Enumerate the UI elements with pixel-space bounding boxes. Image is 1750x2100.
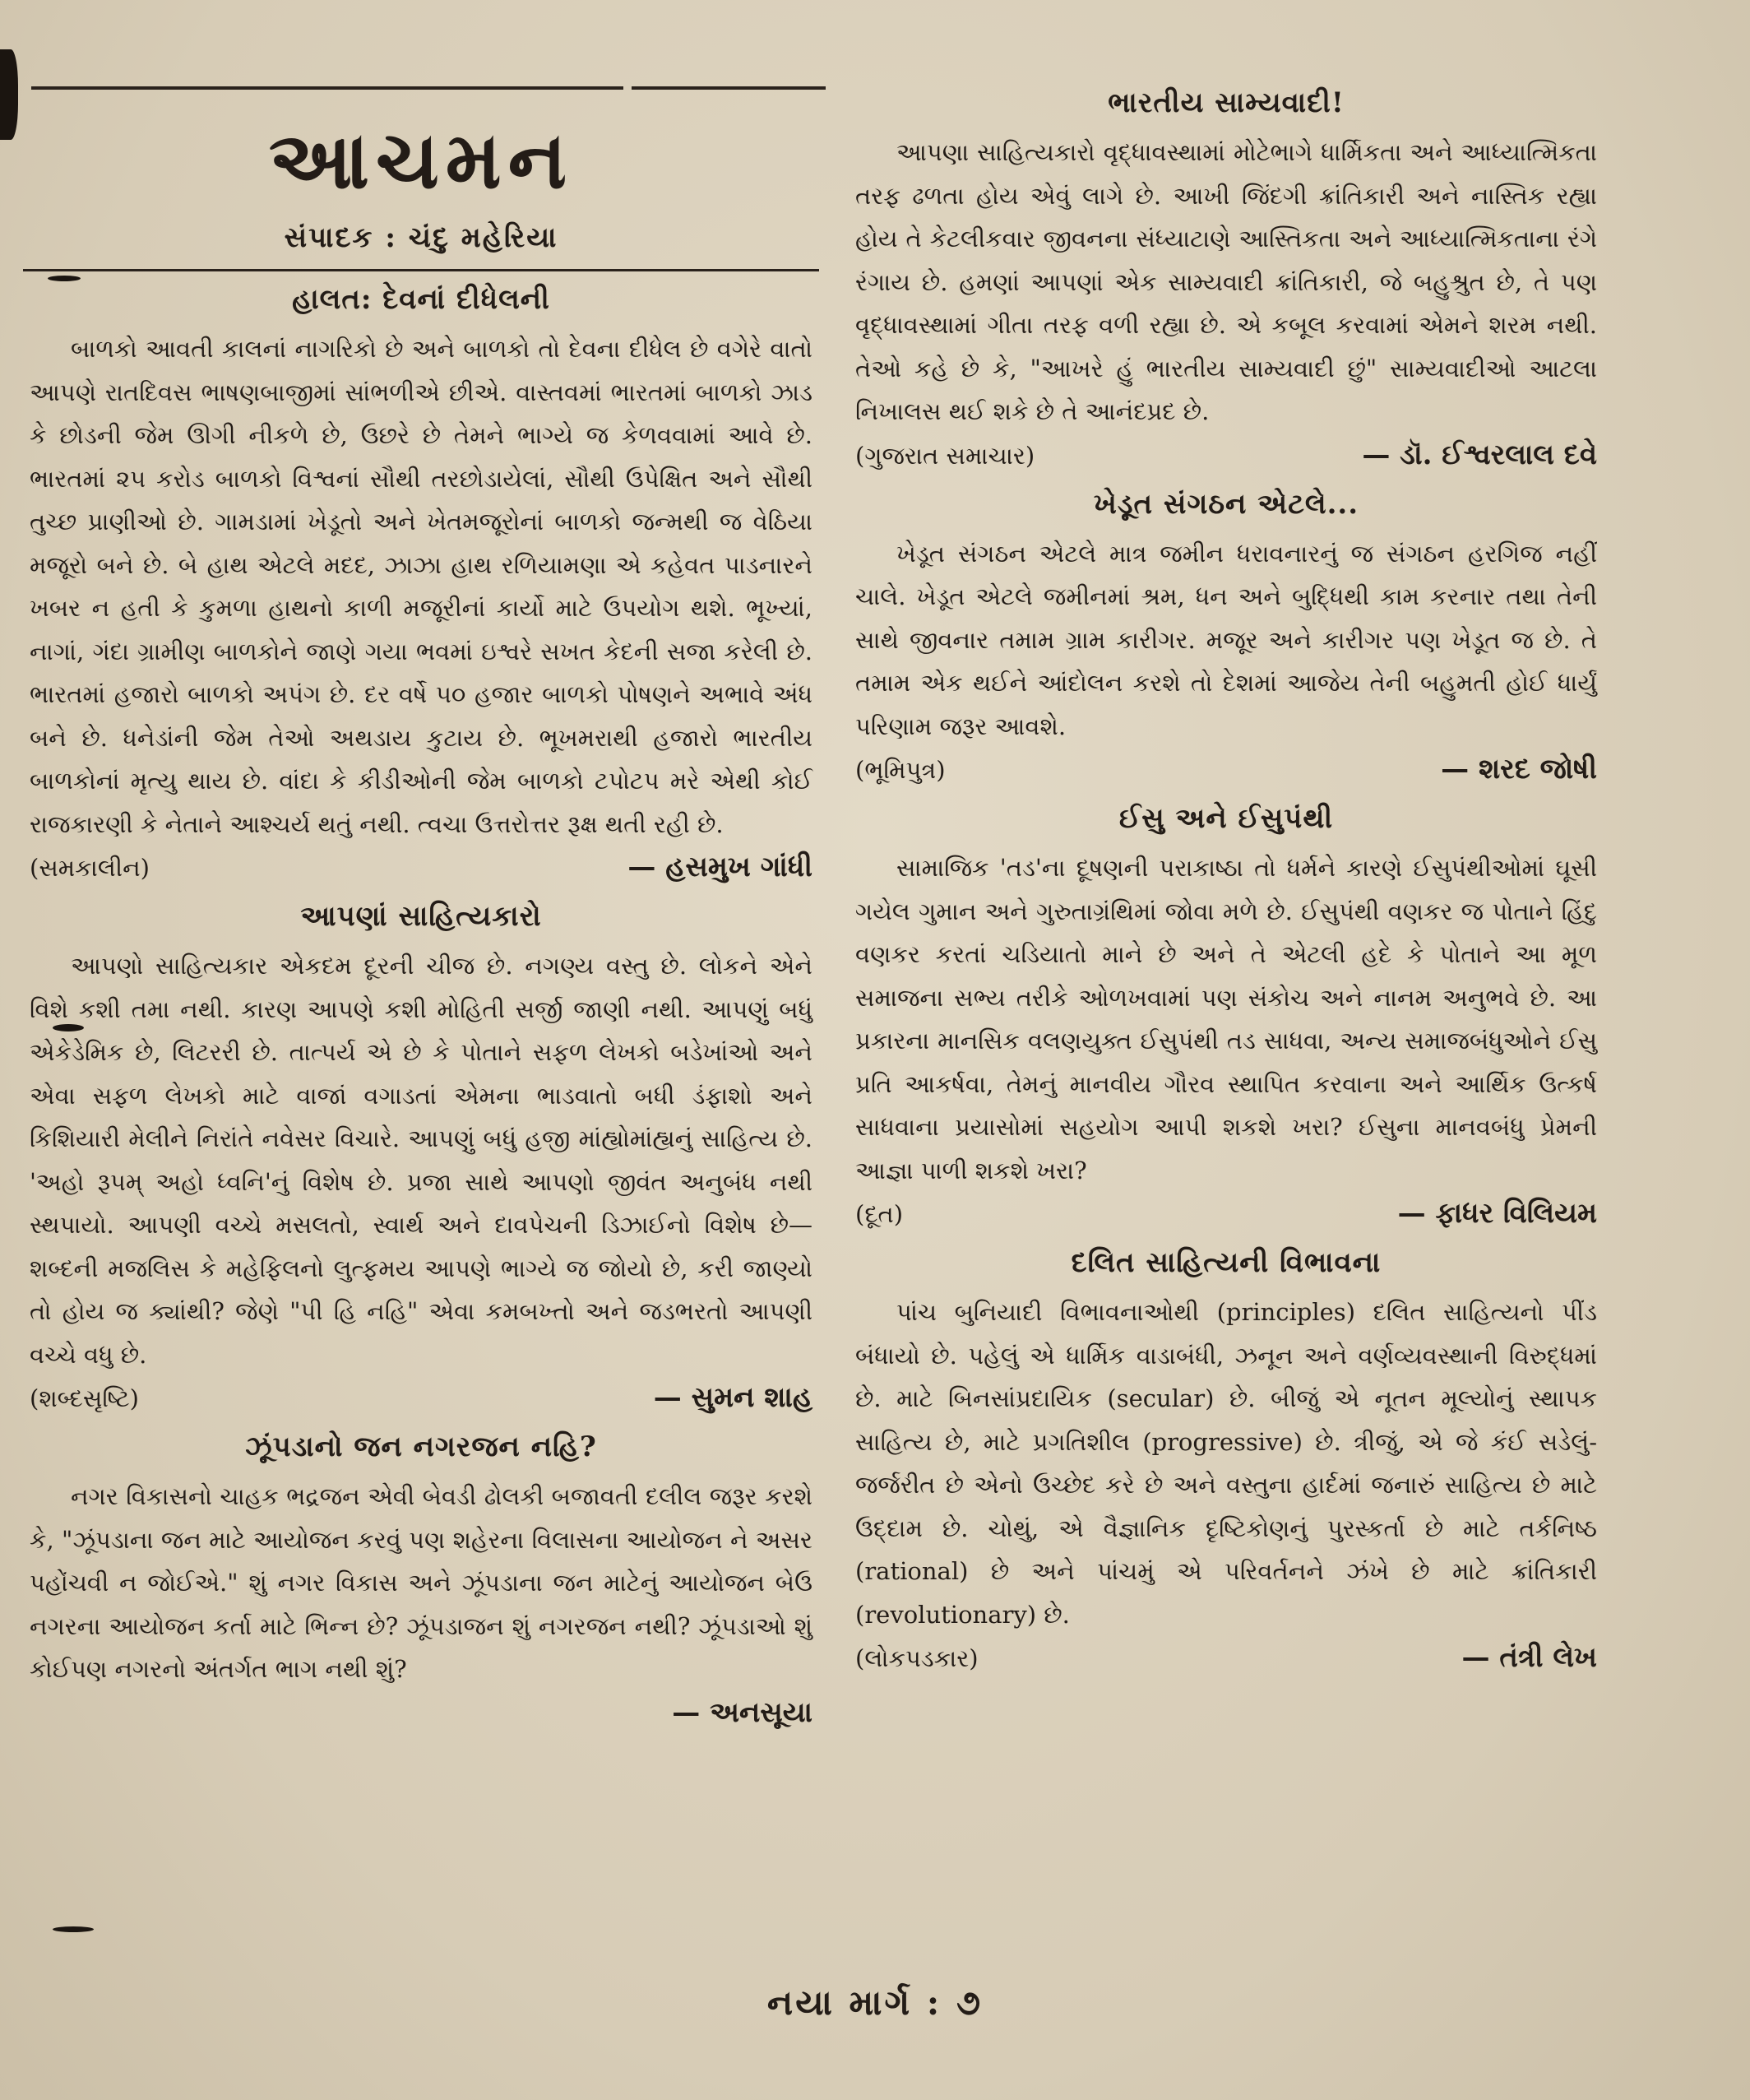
- article-credit: [30, 1381, 812, 1414]
- article-sahityakaro: [30, 900, 812, 1414]
- article-body: આપણા સાહિત્યકારો વૃદ્ધાવસ્થામાં મોટેભાગે ધાર્મિકતા અને આધ્યાત્મિકતા તરફ ઢળતા હોય એવું લાગે છે. આખી જિંદગી ક્રાંતિકારી અને નાસ્તિક રહ્યા હોય તે કેટલીકવાર જીવનના સંધ્યાટાણે આસ્તિકતા અને આધ્યાત્મિકતાના રંગે રંગાય છે. હમણાં આપણાં એક સામ્યવાદી ક્રાંતિકારી, જે બહુશ્રુત છે, તે પણ વૃદ્ધાવસ્થામાં ગીતા તરફ વળી રહ્યા છે. એ કબૂલ કરવામાં એમને શરમ નથી. તેઓ કહે છે કે, "આખરે હું ભારતીય સામ્યવાદી છું" સામ્યવાદીઓ આટલા નિખાલસ થઈ શકે છે તે આનંદપ્રદ છે.: [855, 138, 1597, 425]
- article-heading: ભારતીય સામ્યવાદી!: [1108, 86, 1345, 119]
- ink-mark-decoration: [53, 1926, 94, 1932]
- article-source: (ગુજરાત સમાચાર): [855, 441, 1035, 470]
- article-credit: [855, 1197, 1597, 1230]
- article-isu: [855, 802, 1597, 1230]
- ink-blot-decoration: [0, 49, 18, 140]
- article-body: આપણો સાહિત્યકાર એકદમ દૂરની ચીજ છે. નગણ્ય વસ્તુ છે. લોકને એને વિશે કશી તમા નથી. કારણ આપણે કશી મોહિતી સર્જી જાણી નથી. આપણું બધું એકેડેમિક છે, લિટરરી છે. તાત્પર્ય એ છે કે પોતાને સફળ લેખકો બડેખાંઓ અને એવા સફળ લેખકો માટે વાજાં વગાડતાં એમના ભાડવાતો બધી ડંફાશો અને કિશિયારી મેલીને નિરાંતે નવેસર વિચારે. આપણું બધું હજી માંહ્યોમાંહ્યનું સાહિત્ય છે. 'અહો રૂપમ્ અહો ધ્વનિ'નું વિશેષ છે. પ્રજા સાથે આપણો જીવંત અનુબંધ નથી સ્થપાયો. આપણી વચ્ચે મસલતો, સ્વાર્થ અને દાવપેચની ડિઝાઈનો વિશેષ છે—શબ્દની મજલિસ કે મહેફિલનો લુત્ફમય આપણે ભાગ્યે જ જોયો છે, કરી જાણ્યો તો હોય જ ક્યાંથી? જેણે "પી હિ નહિ" એવા કમબખ્તો અને જડભરતો આપણી વચ્ચે વધુ છે.: [30, 952, 812, 1369]
- article-author: — સુમન શાહ: [653, 1381, 812, 1414]
- article-heading: ઈસુ અને ઈસુપંથી: [1118, 802, 1334, 835]
- article-heading: ઝૂંપડાનો જન નગરજન નહિ?: [245, 1430, 597, 1463]
- article-dalit-sahitya: [855, 1246, 1597, 1674]
- article-source: (દૂત): [855, 1200, 904, 1228]
- article-khedut: [855, 488, 1597, 786]
- article-credit: [30, 1696, 812, 1729]
- article-heading: આપણાં સાહિત્યકારો: [300, 900, 542, 933]
- article-credit: [855, 438, 1597, 471]
- article-source: (લોકપડકાર): [855, 1644, 979, 1672]
- article-author: — ફાધર વિલિયમ: [1397, 1197, 1597, 1230]
- article-heading: ખેડૂત સંગઠન એટલે...: [1093, 487, 1359, 521]
- article-author: — હસમુખ ગાંધી: [627, 851, 812, 883]
- article-samyavadi: [855, 86, 1597, 471]
- masthead-title: આચમન: [268, 114, 574, 206]
- left-column: [30, 78, 812, 1745]
- page-footer: નયા માર્ગ : ૭: [766, 1982, 984, 2023]
- article-body: નગર વિકાસનો ચાહક ભદ્રજન એવી બેવડી ઢોલકી બજાવતી દલીલ જરૂર કરશે કે, "ઝૂંપડાના જન માટે આયોજન કરવું પણ શહેરના વિલાસના આયોજન ને અસર પહોંચવી ન જોઈએ." શું નગર વિકાસ અને ઝૂંપડાના જન માટેનું આયોજન બેઉ નગરના આયોજન કર્તા માટે ભિન્ન છે? ઝૂંપડાજન શું નગરજન નથી? ઝૂંપડાઓ શું કોઈપણ નગરનો અંતર્ગત ભાગ નથી શું?: [30, 1482, 812, 1683]
- article-author: — તંત્રી લેખ: [1461, 1641, 1597, 1674]
- article-source: (સમકાલીન): [30, 854, 150, 882]
- article-author: — ડૉ. ઈશ્વરલાલ દવે: [1362, 438, 1597, 471]
- article-author: — અનસૂયા: [672, 1695, 812, 1729]
- right-column: [855, 78, 1597, 1690]
- article-heading: દલિત સાહિત્યની વિભાવના: [1071, 1246, 1382, 1279]
- article-source: (શબ્દસૃષ્ટિ): [30, 1384, 139, 1412]
- article-heading: હાલત: દેવનાં દીધેલની: [292, 283, 550, 316]
- article-source: (ભૂમિપુત્ર): [855, 756, 946, 784]
- article-halat: [30, 283, 812, 883]
- article-body: પાંચ બુનિયાદી વિભાવનાઓથી (principles) દલિત સાહિત્યનો પીંડ બંધાયો છે. પહેલું એ ધાર્મિક વાડાબંધી, ઝનૂન અને વર્ણવ્યવસ્થાની વિરુદ્ધમાં છે. માટે બિનસાંપ્રદાયિક (secular) છે. બીજું એ નૂતન મૂલ્યોનું સ્થાપક સાહિત્ય છે, માટે પ્રગતિશીલ (progressive) છે. ત્રીજું, એ જે કંઈ સડેલું-જર્જરીત છે એનો ઉચ્છેદ કરે છે અને વસ્તુના હાર્દમાં જનારું સાહિત્ય છે માટે ઉદ્દામ છે. ચોથું, એ વૈજ્ઞાનિક દૃષ્ટિકોણનું પુરસ્કર્તા છે માટે તર્કનિષ્ઠ (rational) છે અને પાંચમું એ પરિવર્તનને ઝંખે છે માટે ક્રાંતિકારી (revolutionary) છે.: [855, 1298, 1597, 1629]
- article-body: સામાજિક 'તડ'ના દૂષણની પરાકાષ્ઠા તો ધર્મને કારણે ઈસુપંથીઓમાં ઘૂસી ગયેલ ગુમાન અને ગુરુતાગ્રંથિમાં જોવા મળે છે. ઈસુપંથી વણકર જ પોતાને હિંદુ વણકર કરતાં ચડિયાતો માને છે અને તે એટલી હદે કે પોતાને આ મૂળ સમાજના સભ્ય તરીકે ઓળખવામાં પણ સંકોચ અને નાનમ અનુભવે છે. આ પ્રકારના માનસિક વલણયુક્ત ઈસુપંથી તડ સાધવા, અન્ય સમાજબંધુઓને ઈસુ પ્રતિ આકર્ષવા, તેમનું માનવીય ગૌરવ સ્થાપિત કરવાના અને આર્થિક ઉત્કર્ષ સાધવાના પ્રયાસોમાં સહયોગ આપી શકશે ખરા? ઈસુના માનવબંધુ પ્રેમની આજ્ઞા પાળી શકશે ખરા?: [855, 854, 1597, 1184]
- article-body: ખેડૂત સંગઠન એટલે માત્ર જમીન ધરાવનારનું જ સંગઠન હરગિજ નહીં ચાલે. ખેડૂત એટલે જમીનમાં શ્રમ, ધન અને બુદ્ધિથી કામ કરનાર તથા તેની સાથે જીવનાર તમામ ગ્રામ કારીગર. મજૂર અને કારીગર પણ ખેડૂત જ છે. તે તમામ એક થઈને આંદોલન કરશે તો દેશમાં આજેય તેની બહુમતી હોઈ ધાર્યું પરિણામ જરૂર આવશે.: [855, 539, 1597, 740]
- masthead-editor: સંપાદક : ચંદુ મહેરિયા: [284, 221, 558, 254]
- article-credit: [30, 851, 812, 883]
- masthead-rule: [23, 269, 819, 271]
- article-credit: [855, 1641, 1597, 1674]
- article-body: બાળકો આવતી કાલનાં નાગરિકો છે અને બાળકો તો દેવના દીધેલ છે વગેરે વાતો આપણે રાતદિવસ ભાષણબાજીમાં સાંભળીએ છીએ. વાસ્તવમાં ભારતમાં બાળકો ઝાડ કે છોડની જેમ ઊગી નીકળે છે, ઉછરે છે તેમને ભાગ્યે જ કેળવવામાં આવે છે. ભારતમાં ૨૫ કરોડ બાળકો વિશ્વનાં સૌથી તરછોડાયેલાં, સૌથી ઉપેક્ષિત અને સૌથી તુચ્છ પ્રાણીઓ છે. ગામડામાં ખેડૂતો અને ખેતમજૂરોનાં બાળકો જન્મથી જ વેઠિયા મજૂરો બને છે. બે હાથ એટલે મદદ, ઝાઝા હાથ રળિયામણા એ કહેવત પાડનારને ખબર ન હતી કે કુમળા હાથનો કાળી મજૂરીનાં કાર્યો માટે ઉપયોગ થશે. ભૂખ્યાં, નાગાં, ગંદા ગ્રામીણ બાળકોને જાણે ગયા ભવમાં ઇશ્વરે સખત કેદની સજા કરેલી છે. ભારતમાં હજારો બાળકો અપંગ છે. દર વર્ષે ૫૦ હજાર બાળકો પોષણને અભાવે અંધ બને છે. ધનેડાંની જેમ તેઓ અથડાય કુટાય છે. ભૂખમરાથી હજારો ભારતીય બાળકોનાં મૃત્યુ થાય છે. વાંદા કે કીડીઓની જેમ બાળકો ટપોટપ મરે એથી કોઈ રાજકારણી કે નેતાને આશ્ચર્ય થતું નથી. ત્વચા ઉત્તરોત્તર રૂક્ષ થતી રહી છે.: [30, 335, 812, 838]
- article-credit: [855, 753, 1597, 786]
- article-author: — શરદ જોષી: [1441, 753, 1597, 786]
- article-zupda: [30, 1430, 812, 1729]
